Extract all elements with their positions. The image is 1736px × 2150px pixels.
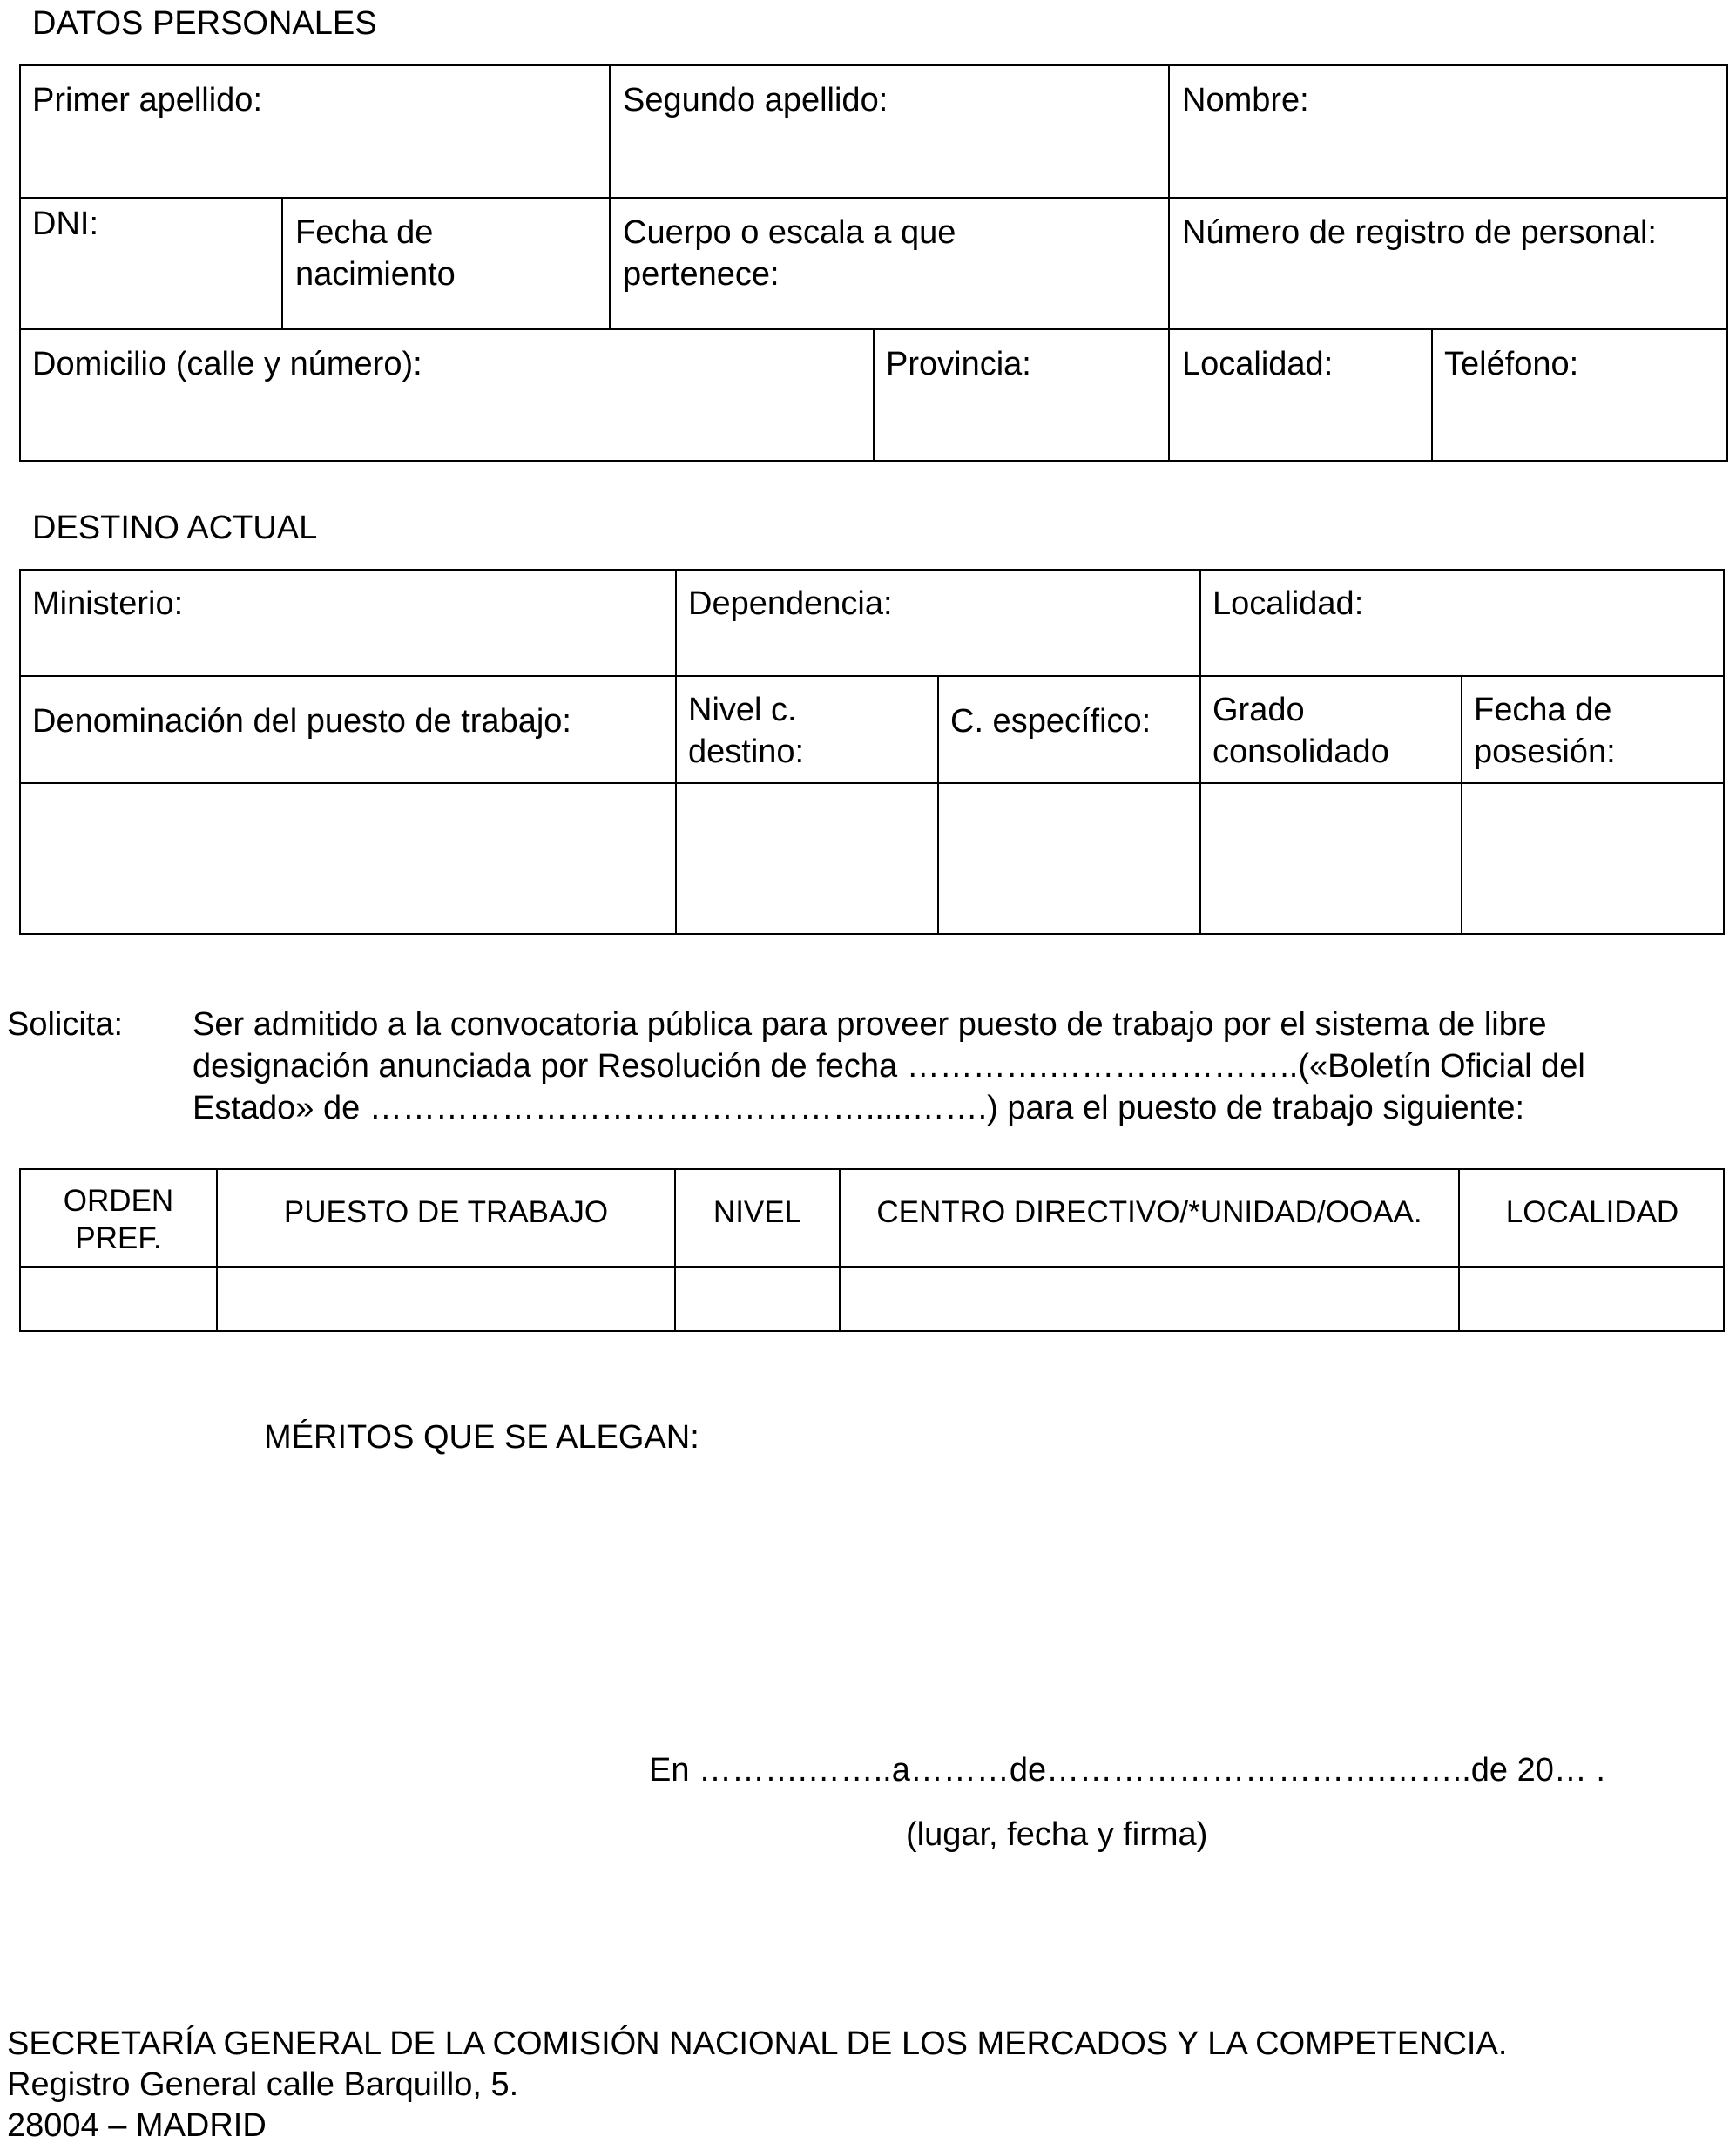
label-telefono: Teléfono: xyxy=(1444,346,1579,382)
label-fecha-posesion-l1: Fecha de xyxy=(1474,692,1612,728)
label-ministerio: Ministerio: xyxy=(32,585,184,622)
header-localidad: LOCALIDAD xyxy=(1505,1195,1679,1229)
destinatario-l1: SECRETARÍA GENERAL DE LA COMISIÓN NACIONAL DE LOS MERCADOS Y LA COMPETENCIA. xyxy=(7,2025,1508,2062)
label-segundo-apellido: Segundo apellido: xyxy=(623,82,888,118)
label-primer-apellido: Primer apellido: xyxy=(32,82,262,118)
label-fecha-posesion-l2: posesión: xyxy=(1474,734,1616,770)
label-cuerpo-escala-l1: Cuerpo o escala a que xyxy=(623,214,956,251)
header-centro-directivo: CENTRO DIRECTIVO/*UNIDAD/OOAA. xyxy=(876,1195,1422,1229)
label-dni: DNI: xyxy=(32,206,98,242)
section-title-destino-actual: DESTINO ACTUAL xyxy=(32,510,318,546)
label-dependencia: Dependencia: xyxy=(688,585,893,622)
section-title-datos-personales: DATOS PERSONALES xyxy=(32,5,377,42)
label-grado-consolidado-l2: consolidado xyxy=(1212,734,1389,770)
label-denominacion-puesto: Denominación del puesto de trabajo: xyxy=(32,703,571,740)
solicita-text-l2: designación anunciada por Resolución de fecha ………….…………………..(«Boletín Oficial del xyxy=(193,1048,1585,1085)
header-orden-l2: PREF. xyxy=(75,1221,162,1255)
label-nombre: Nombre: xyxy=(1182,82,1309,118)
solicita-text-l3: Estado» de ……………………………………….....…….) para el puesto de trabajo siguiente: xyxy=(193,1090,1525,1126)
label-fecha-nacimiento-l2: nacimiento xyxy=(295,256,456,293)
firma-caption: (lugar, fecha y firma) xyxy=(906,1816,1208,1853)
meritos-heading: MÉRITOS QUE SE ALEGAN: xyxy=(264,1419,699,1456)
label-domicilio: Domicilio (calle y número): xyxy=(32,346,422,382)
label-grado-consolidado-l1: Grado xyxy=(1212,692,1305,728)
label-numero-registro-personal: Número de registro de personal: xyxy=(1182,214,1657,251)
destinatario-l2: Registro General calle Barquillo, 5. xyxy=(7,2066,519,2103)
label-localidad-destino: Localidad: xyxy=(1212,585,1364,622)
header-orden-l1: ORDEN xyxy=(63,1184,174,1218)
solicita-label: Solicita: xyxy=(7,1006,124,1043)
header-nivel: NIVEL xyxy=(713,1195,802,1229)
label-fecha-nacimiento-l1: Fecha de xyxy=(295,214,434,251)
header-puesto-trabajo: PUESTO DE TRABAJO xyxy=(283,1195,609,1229)
label-c-especifico: C. específico: xyxy=(950,703,1152,740)
destinatario-l3: 28004 – MADRID xyxy=(7,2107,267,2144)
label-nivel-destino-l1: Nivel c. xyxy=(688,692,797,728)
label-nivel-destino-l2: destino: xyxy=(688,734,805,770)
label-localidad: Localidad: xyxy=(1182,346,1334,382)
label-provincia: Provincia: xyxy=(886,346,1031,382)
label-cuerpo-escala-l2: pertenece: xyxy=(623,256,780,293)
solicita-text-l1: Ser admitido a la convocatoria pública para proveer puesto de trabajo por el sistema de libre xyxy=(193,1006,1547,1043)
firma-line: En ……….……..a………de………………………….……..de 20… . xyxy=(649,1752,1605,1788)
